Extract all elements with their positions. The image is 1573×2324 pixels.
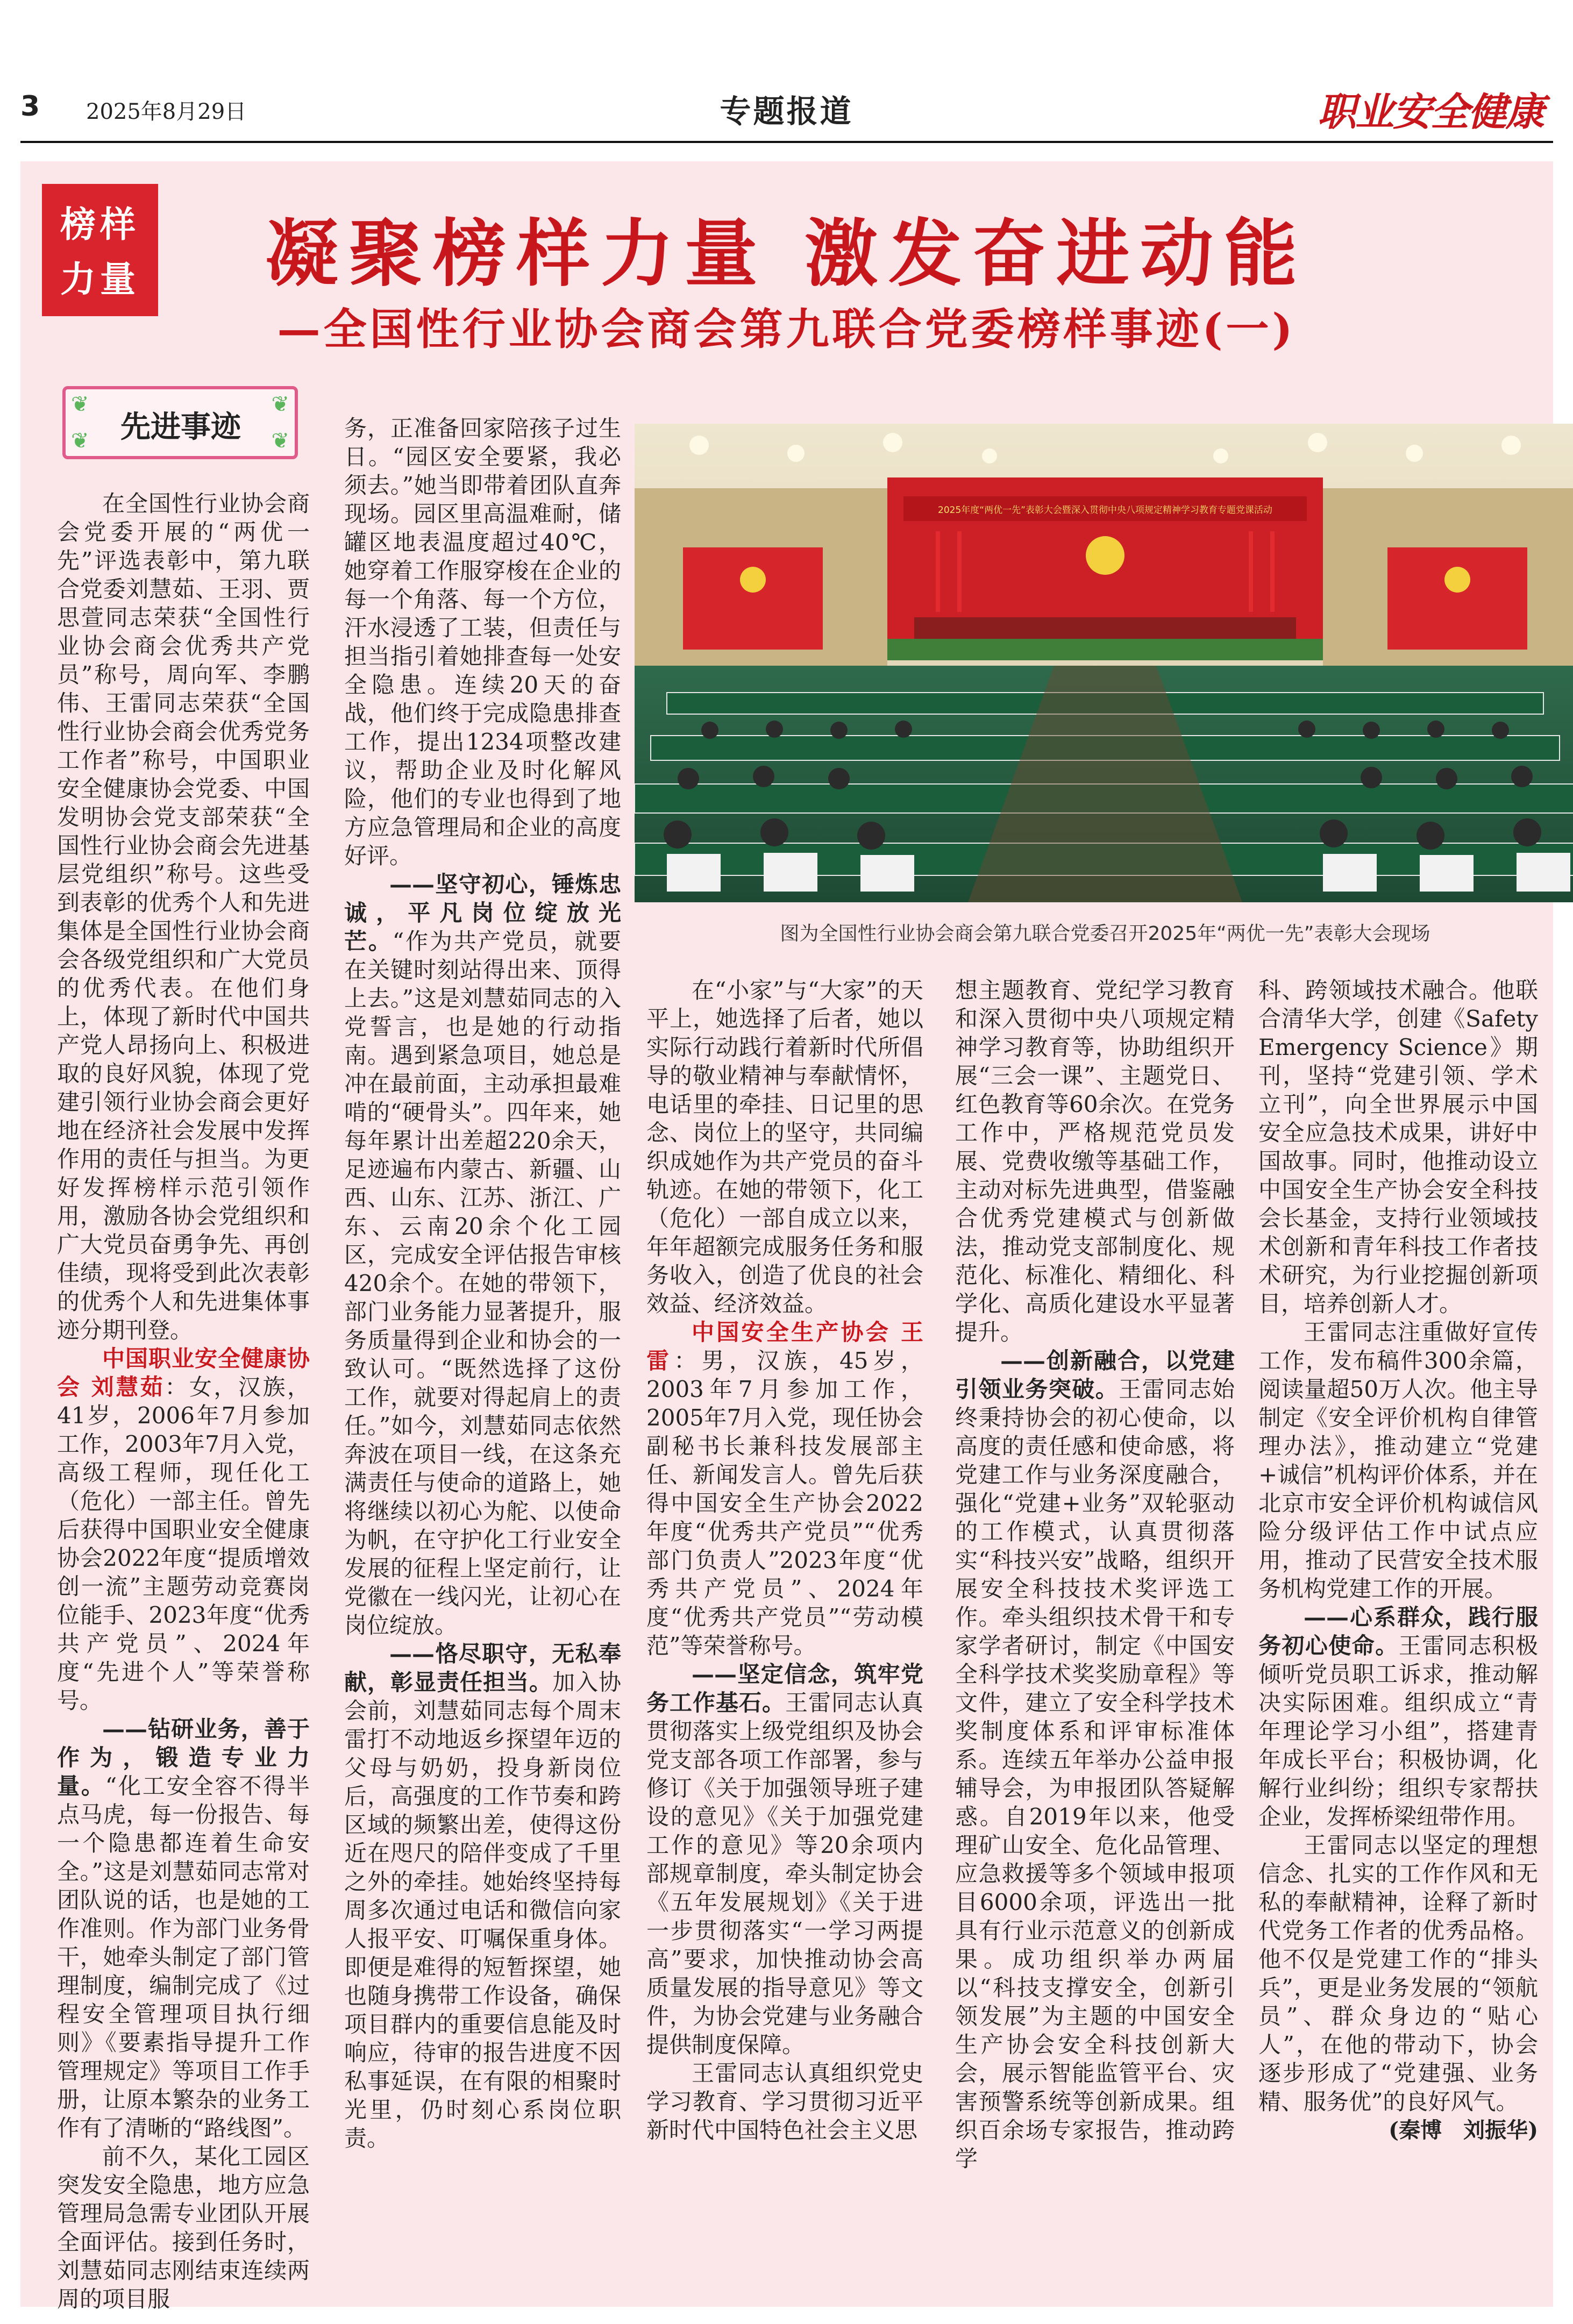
flourish-icon: ❦ <box>71 392 89 417</box>
subsection-text: 王雷同志积极倾听党员职工诉求，推动解决实际困难。组织成立“青年理论学习小组”，搭建青年成长平台；积极协调，化解行业纠纷；组织专家帮扶企业，发挥桥梁纽带作用。 <box>1258 1632 1538 1830</box>
flourish-icon: ❦ <box>271 429 289 453</box>
subsection-title: ——坚定信念，筑牢党务工作基石。 <box>646 1661 923 1716</box>
column-5 <box>1258 976 1538 2144</box>
subsection-title: ——创新融合，以党建引领业务突破。 <box>955 1348 1235 1402</box>
page-number: 3 <box>20 90 40 123</box>
body-paragraph: 前不久，某化工园区突发安全隐患，地方应急管理局急需专业团队开展全面评估。接到任务时，刘慧茹同志刚结束连续两周的项目服 <box>57 2143 310 2312</box>
column-4 <box>955 976 1235 2173</box>
issue-date: 2025年8月29日 <box>86 99 247 124</box>
column-3 <box>646 976 923 2144</box>
badge-line-1: 榜样 <box>60 203 140 245</box>
subsection-title: ——钻研业务，善于作为，锻造专业力量。 <box>57 1716 310 1799</box>
badge-line-2: 力量 <box>60 258 140 300</box>
body-paragraph: 在“小家”与“大家”的天平上，她选择了后者，她以实际行动践行着新时代所倡导的敬业精神与奉献情怀，电话里的牵挂、日记里的思念、岗位上的坚守，共同编织成她作为共产党员的奋斗轨迹。在她的带领下，化工（危化）一部自成立以来，年年超额完成服务任务和服务收入，创造了优良的社会效益、经济效益。 <box>646 977 923 1317</box>
conference-photo <box>635 424 1573 902</box>
subsection-text: 加入协会前，刘慧茹同志每个周末雷打不动地返乡探望年迈的父母与奶奶，投身新岗位后，高强度的工作节奏和跨区域的频繁出差，使得这份近在咫尺的陪伴变成了千里之外的牵挂。她始终坚持每周多次通过电话和微信向家人报平安、叮嘱保重身体。即便是难得的短暂探望，她也随身携带工作设备，确保项目群内的重要信息能及时响应，待审的报告进度不因私事延误，在有限的相聚时光里，仍时刻心系岗位职责。 <box>344 1669 621 2151</box>
stage-banner: 2025年度“两优一先”表彰大会暨深入贯彻中央八项规定精神学习教育专题党课活动 <box>938 505 1272 516</box>
section-title: 专题报道 <box>720 93 853 130</box>
subsection-title: ——坚守初心，锤炼忠诚，平凡岗位绽放光芒。 <box>344 871 621 954</box>
subsection-text: “化工安全容不得半点马虎，每一份报告、每一个隐患都连着生命安全。”这是刘慧茹同志常对团队说的话，也是她的工作准则。作为部门业务骨干，她牵头制定了部门管理制度，编制完成了《过程安全管理项目执行细则》《要素指导提升工作管理规定》等项目工作手册，让原本繁杂的业务工作有了清晰的“路线图”。 <box>57 1773 310 2141</box>
subsection-title: ——心系群众，践行服务初心使命。 <box>1258 1604 1538 1659</box>
headline: 凝聚榜样力量 激发奋进动能 <box>265 211 1308 297</box>
subsection-text: 王雷同志认真贯彻落实上级党组织及协会党支部各项工作部署，参与修订《关于加强领导班子建设的意见》《关于加强党建工作的意见》等20余项内部规章制度，牵头制定协会《五年发展规划》《关于进一步贯彻落实“一学习两提高”要求，加快推动协会高质量发展的指导意见》等文件，为协会党建与业务融合提供制度保障。 <box>646 1689 923 2058</box>
body-paragraph: 科、跨领域技术融合。他联合清华大学，创建《Safety Emergency Science》期刊，坚持“党建引领、学术立刊”，向全世界展示中国安全应急技术成果，讲好中国故事。同时，他推动设立中国安全生产协会安全科技会长基金，支持行业领域技术创新和青年科技工作者技术研究，为行业挖掘创新项目，培养创新人才。 <box>1258 977 1538 1317</box>
body-paragraph: 王雷同志以坚定的理想信念、扎实的工作作风和无私的奉献精神，诠释了新时代党务工作者的优秀品格。他不仅是党建工作的“排头兵”，更是业务发展的“领航员”、群众身边的“贴心人”，在他的带动下，协会逐步形成了“党建强、业务精、服务优”的良好风气。 <box>1258 1832 1538 2115</box>
column-2 <box>344 414 621 2152</box>
subsection-text: “作为共产党员，就要在关键时刻站得出来、顶得上去。”这是刘慧茹同志的入党誓言，也是她的行动指南。遇到紧急项目，她总是冲在最前面，主动承担最难啃的“硬骨头”。四年来，她每年累计出差超220余天，足迹遍布内蒙古、新疆、山西、山东、江苏、浙江、广东、云南20余个化工园区，完成安全评估报告审核420余个。在她的带领下，部门业务能力显著提升，服务质量得到企业和协会的一致认可。“既然选择了这份工作，就要对得起肩上的责任。”如今，刘慧茹同志依然奔波在项目一线，在这条充满责任与使命的道路上，她将继续以初心为舵、以使命为帆，在守护化工行业安全发展的征程上坚定前行，让党徽在一线闪光，让初心在岗位绽放。 <box>344 928 621 1638</box>
body-paragraph: 务，正准备回家陪孩子过生日。“园区安全要紧，我必须去。”她当即带着团队直奔现场。园区里高温难耐，储罐区地表温度超过40℃，她穿着工作服穿梭在企业的每一个角落、每一个方位，汗水浸透了工装，但责任与担当指引着她排查每一处安全隐患。连续20天的奋战，他们终于完成隐患排查工作，提出1234项整改建议，帮助企业及时化解风险，他们的专业也得到了地方应急管理局和企业的高度好评。 <box>344 415 621 869</box>
byline: (秦博 刘振华) <box>1389 2118 1538 2143</box>
flourish-icon: ❦ <box>71 429 89 453</box>
subheadline: —全国性行业协会商会第九联合党委榜样事迹(一) <box>277 304 1296 354</box>
body-paragraph: 王雷同志认真组织党史学习教育、学习贯彻习近平新时代中国特色社会主义思 <box>646 2060 923 2143</box>
intro-paragraph: 在全国性行业协会商会党委开展的“两优一先”评选表彰中，第九联合党委刘慧茹、王羽、贾思萱同志荣获“全国性行业协会商会优秀共产党员”称号，周向军、李鹏伟、王雷同志荣获“全国性行业协会商会优秀党务工作者”称号，中国职业安全健康协会党委、中国发明协会党支部荣获“全国性行业协会商会先进基层党组织”称号。这些受到表彰的优秀个人和先进集体是全国性行业协会商会各级党组织和广大党员的优秀代表。在他们身上，体现了新时代中国共产党人昂扬向上、积极进取的良好风貌，体现了党建引领行业协会商会更好地在经济社会发展中发挥作用的责任与担当。为更好发挥榜样示范引领作用，激励各协会党组织和广大党员奋勇争先、再创佳绩，现将受到此次表彰的优秀个人和先进集体事迹分期刊登。 <box>57 490 310 1343</box>
section-tag: 先进事迹 <box>120 410 241 445</box>
person-bio: ：男，汉族，45岁，2003年7月参加工作，2005年7月入党，现任协会副秘书长兼科技发展部主任、新闻发言人。曾先后获得中国安全生产协会2022年度“优秀共产党员”“优秀部门负责人”2023年度“优秀共产党员”、2024年度“优秀共产党员”“劳动模范”等荣誉称号。 <box>646 1348 923 1659</box>
photo-caption: 图为全国性行业协会商会第九联合党委召开2025年“两优一先”表彰大会现场 <box>780 923 1430 945</box>
body-paragraph: 王雷同志注重做好宣传工作，发布稿件300余篇，阅读量超50万人次。他主导制定《安全评价机构自律管理办法》，推动建立“党建+诚信”机构评价体系，并在北京市安全评价机构诚信风险分级评估工作中试点应用，推动了民营安全技术服务机构党建工作的开展。 <box>1258 1319 1538 1602</box>
person-bio: ：女，汉族，41岁，2006年7月参加工作，2003年7月入党，高级工程师，现任化工（危化）一部主任。曾先后获得中国职业安全健康协会2022年度“提质增效创一流”主题劳动竞赛岗位能手、2023年度“优秀共产党员”、2024年度“先进个人”等荣誉称号。 <box>57 1374 310 1714</box>
column-1 <box>57 489 310 2313</box>
conference-hall-image <box>635 424 1573 902</box>
masthead-divider <box>20 141 1553 143</box>
body-paragraph: 想主题教育、党纪学习教育和深入贯彻中央八项规定精神学习教育等，协助组织开展“三会一课”、主题党日、红色教育等60余次。在党务工作中，严格规范党员发展、党费收缴等基础工作，主动对标先进典型，借鉴融合优秀党建模式与创新做法，推动党支部制度化、规范化、标准化、精细化、科学化、高质化建设水平显著提升。 <box>955 977 1235 1345</box>
newspaper-logo: 职业安全健康 <box>1318 89 1544 134</box>
subsection-text: 王雷同志始终秉持协会的初心使命，以高度的责任感和使命感，将党建工作与业务深度融合，强化“党建+业务”双轮驱动的工作模式，认真贯彻落实“科技兴安”战略，组织开展安全科技技术奖评选工作。牵头组织技术骨干和专家学者研讨，制定《中国安全科学技术奖奖励章程》等文件，建立了安全科学技术奖制度体系和评审标准体系。连续五年举办公益申报辅导会，为申报团队答疑解惑。自2019年以来，他受理矿山安全、危化品管理、应急救援等多个领域申报项目6000余项，评选出一批具有行业示范意义的创新成果。成功组织举办两届以“科技支撑安全，创新引领发展”为主题的中国安全生产协会安全科技创新大会，展示智能监管平台、灾害预警系统等创新成果。组织百余场专家报告，推动跨学 <box>955 1376 1235 2172</box>
person-label: 中国安全生产协会 王雷 <box>646 1319 923 1374</box>
flourish-icon: ❦ <box>271 392 289 417</box>
person-label: 中国职业安全健康协会 刘慧茹 <box>57 1345 310 1400</box>
subsection-title: ——恪尽职守，无私奉献，彰显责任担当。 <box>344 1641 621 1695</box>
